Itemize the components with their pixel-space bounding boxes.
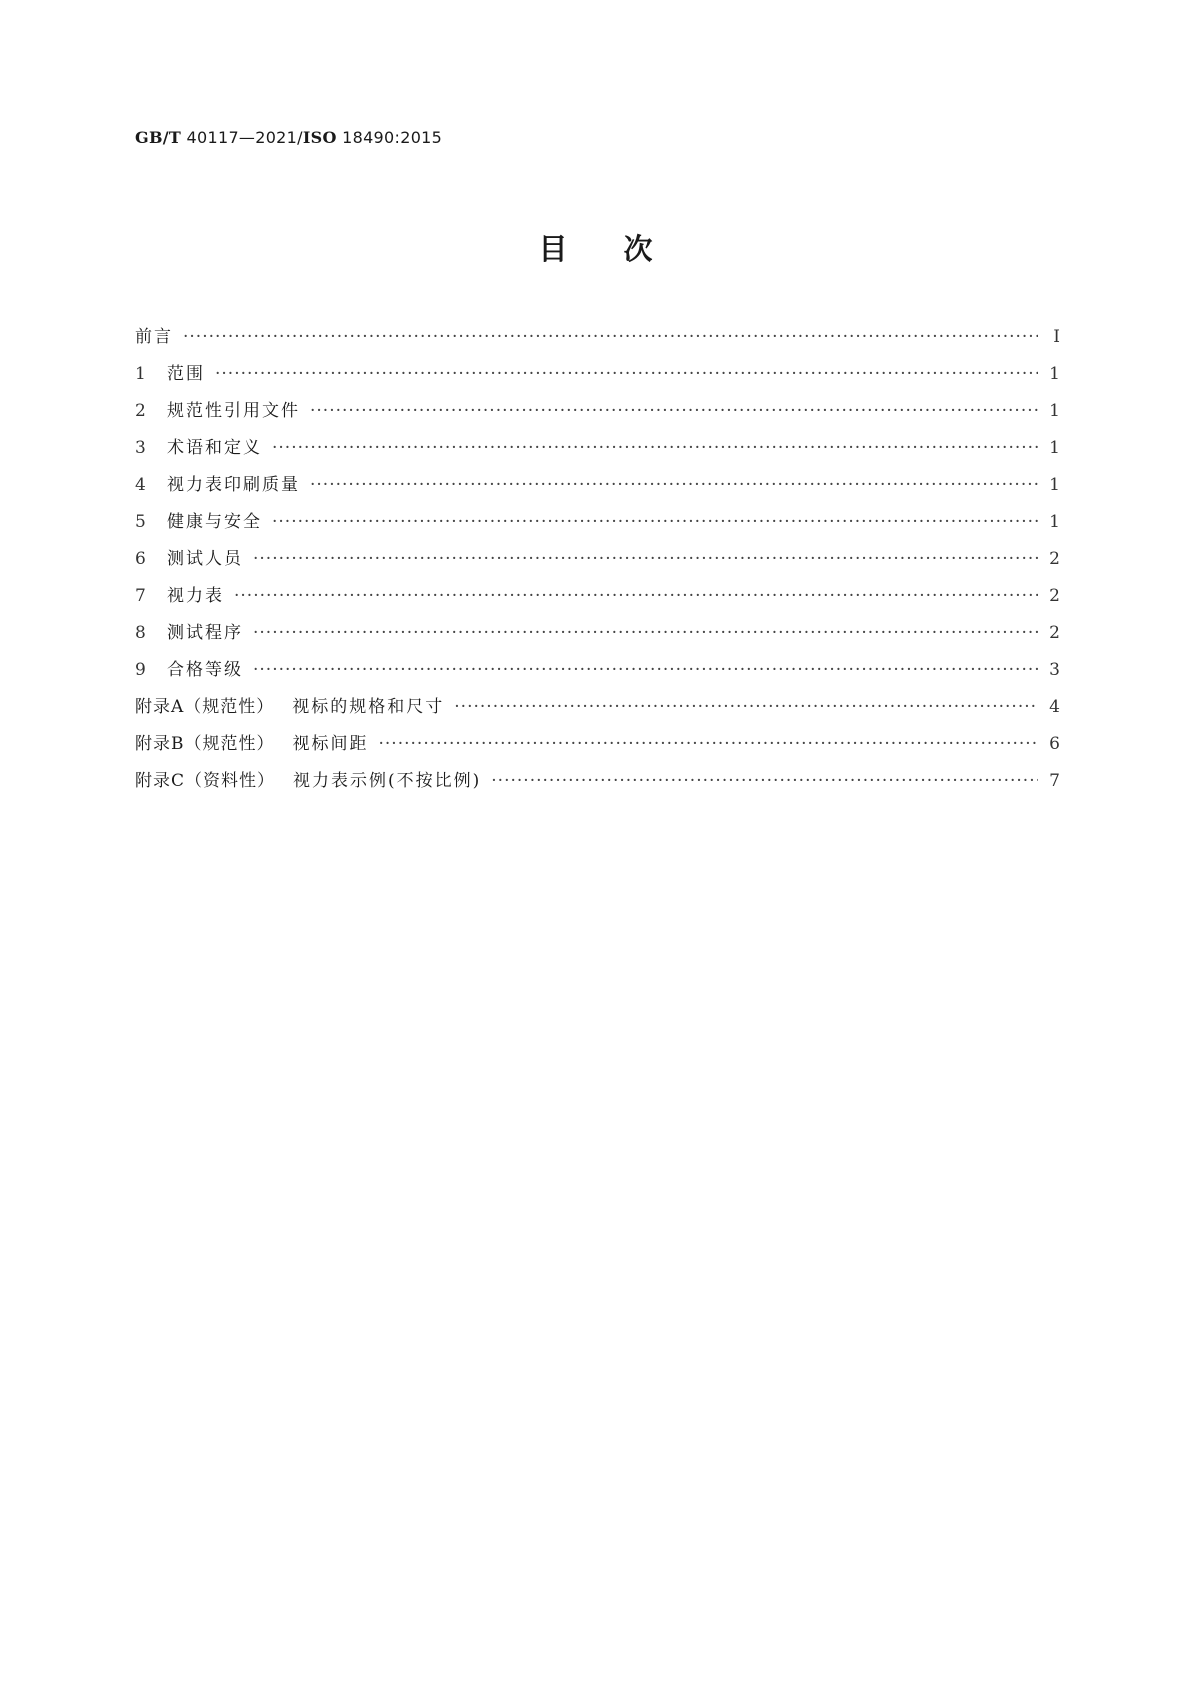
toc-entry-9[interactable] (135, 655, 1060, 692)
toc-entry-label: 范围 (167, 364, 205, 384)
toc-leader-dots (491, 771, 1038, 791)
toc-leader-dots (310, 475, 1038, 495)
toc-entry-number: 4 (135, 475, 146, 495)
toc-leader-dots (454, 697, 1038, 717)
toc-entry-label: 健康与安全 (167, 512, 262, 532)
page-title: 目次 (538, 232, 709, 266)
toc-annex-title: 视力表示例(不按比例) (293, 771, 482, 791)
toc-page-number: 4 (1049, 697, 1060, 717)
toc-entry-number: 7 (135, 586, 146, 606)
toc-page-number: 6 (1049, 734, 1060, 754)
toc-entry-label: 测试程序 (167, 623, 243, 643)
toc-annex-title: 视标的规格和尺寸 (292, 697, 445, 717)
toc-page-number: 7 (1049, 771, 1060, 791)
toc-entry-number: 2 (135, 401, 146, 421)
toc-page-number: 1 (1049, 438, 1060, 458)
toc-annex-label: 附录A（规范性） (135, 697, 275, 717)
toc-entry-label: 视力表印刷质量 (167, 475, 300, 495)
toc-entry-annex-c[interactable] (135, 766, 1060, 803)
toc-entry-6[interactable] (135, 544, 1060, 581)
toc-leader-dots (272, 438, 1038, 458)
toc-page-number: 1 (1049, 512, 1060, 532)
standard-number: 40117—2021/ (181, 128, 303, 147)
toc-entry-2[interactable] (135, 396, 1060, 433)
table-of-contents (135, 322, 1060, 803)
toc-annex-title: 视标间距 (292, 734, 369, 754)
toc-page-number: 2 (1049, 549, 1060, 569)
toc-entry-8[interactable] (135, 618, 1060, 655)
toc-entry-annex-b[interactable] (135, 729, 1060, 766)
toc-leader-dots (183, 327, 1038, 347)
toc-page-number: Ⅰ (1053, 327, 1060, 347)
toc-annex-label: 附录B（规范性） (135, 734, 275, 754)
toc-entry-3[interactable] (135, 433, 1060, 470)
toc-leader-dots (234, 586, 1038, 606)
toc-entry-label: 测试人员 (167, 549, 243, 569)
toc-entry-label: 合格等级 (167, 660, 243, 680)
toc-entry-label: 术语和定义 (167, 438, 262, 458)
toc-page-number: 2 (1049, 586, 1060, 606)
toc-entry-4[interactable] (135, 470, 1060, 507)
toc-entry-number: 6 (135, 549, 146, 569)
standard-code (135, 128, 442, 147)
toc-entry-number: 9 (135, 660, 146, 680)
standard-prefix: GB/T (135, 128, 182, 147)
toc-entry-label: 规范性引用文件 (167, 401, 300, 421)
toc-leader-dots (253, 549, 1038, 569)
iso-number: 18490:2015 (336, 128, 443, 147)
toc-entry-1[interactable] (135, 359, 1060, 396)
iso-prefix: ISO (302, 128, 337, 147)
toc-entry-annex-a[interactable] (135, 692, 1060, 729)
toc-page-number: 1 (1049, 401, 1060, 421)
toc-entry-7[interactable] (135, 581, 1060, 618)
toc-entry-label: 前言 (135, 327, 173, 347)
toc-entry-number: 1 (135, 364, 146, 384)
toc-leader-dots (253, 623, 1038, 643)
toc-entry-number: 8 (135, 623, 146, 643)
toc-page-number: 3 (1049, 660, 1060, 680)
toc-entry-number: 3 (135, 438, 146, 458)
toc-page-number: 1 (1049, 475, 1060, 495)
toc-leader-dots (272, 512, 1038, 532)
toc-page-number: 2 (1049, 623, 1060, 643)
toc-leader-dots (379, 734, 1039, 754)
toc-entry-foreword[interactable] (135, 322, 1060, 359)
toc-leader-dots (310, 401, 1038, 421)
toc-entry-number: 5 (135, 512, 146, 532)
toc-annex-label: 附录C（资料性） (135, 771, 276, 791)
toc-leader-dots (253, 660, 1038, 680)
toc-entry-label: 视力表 (167, 586, 224, 606)
toc-entry-5[interactable] (135, 507, 1060, 544)
toc-page-number: 1 (1049, 364, 1060, 384)
toc-leader-dots (215, 364, 1038, 384)
